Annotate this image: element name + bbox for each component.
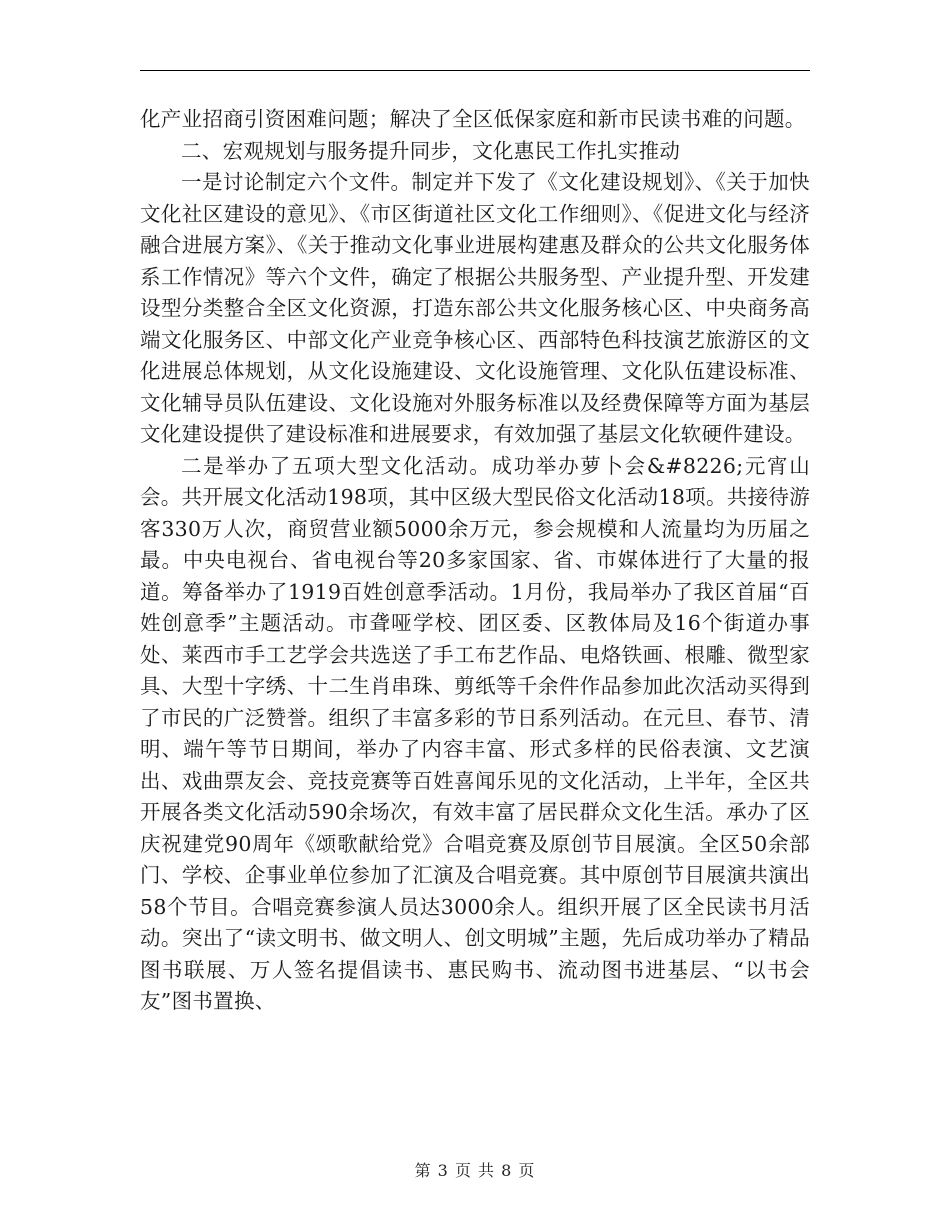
paragraph-continuation: 化产业招商引资困难问题；解决了全区低保家庭和新市民读书难的问题。 (140, 107, 806, 131)
section-heading: 二、宏观规划与服务提升同步，文化惠民工作扎实推动 (181, 138, 681, 163)
header-rule (140, 70, 810, 71)
document-body (140, 104, 810, 1018)
paragraph-documents: 一是讨论制定六个文件。制定并下发了《文化建设规划》、《关于加快文化社区建设的意见》、《市区街道社区文化工作细则》、《促进文化与经济融合进展方案》、《关于推动文化事业进展构建惠及群众的公共文化服务体系工作情况》等六个文件，确定了根据公共服务型、产业提升型、开发建设型分类整合全区文化资源，打造东部公共文化服务核心区、中央商务高端文化服务区、中部文化产业竞争核心区、西部特色科技演艺旅游区的文化进展总体规划，从文化设施建设、文化设施管理、文化队伍建设标准、文化辅导员队伍建设、文化设施对外服务标准以及经费保障等方面为基层文化建设提供了建设标准和进展要求，有效加强了基层文化软硬件建设。 (140, 170, 810, 446)
paragraph-activities: 二是举办了五项大型文化活动。成功举办萝卜会&#8226;元宵山会。共开展文化活动198项，其中区级大型民俗文化活动18项。共接待游客330万人次，商贸营业额5000余万元，参会规模和人流量均为历届之最。中央电视台、省电视台等20多家国家、省、市媒体进行了大量的报道。筹备举办了1919百姓创意季活动。1月份，我局举办了我区首届“百姓创意季”主题活动。市聋哑学校、团区委、区教体局及16个街道办事处、莱西市手工艺学会共选送了手工布艺作品、电烙铁画、根雕、微型家具、大型十字绣、十二生肖串珠、剪纸等千余件作品参加此次活动买得到了市民的广泛赞誉。组织了丰富多彩的节日系列活动。在元旦、春节、清明、端午等节日期间，举办了内容丰富、形式多样的民俗表演、文艺演出、戏曲票友会、竞技竞赛等百姓喜闻乐见的文化活动，上半年，全区共开展各类文化活动590余场次，有效丰富了居民群众文化生活。承办了区庆祝建党90周年《颂歌献给党》合唱竞赛及原创节目展演。全区50余部门、学校、企事业单位参加了汇演及合唱竞赛。其中原创节目展演共演出58个节目。合唱竞赛参演人员达3000余人。组织开展了区全民读书月活动。突出了“读文明书、做文明人、创文明城”主题，先后成功举办了精品图书联展、万人签名提倡读书、惠民购书、流动图书进基层、“以书会友”图书置换、 (140, 453, 810, 1013)
page-footer: 第 3 页 共 8 页 (414, 1161, 536, 1180)
